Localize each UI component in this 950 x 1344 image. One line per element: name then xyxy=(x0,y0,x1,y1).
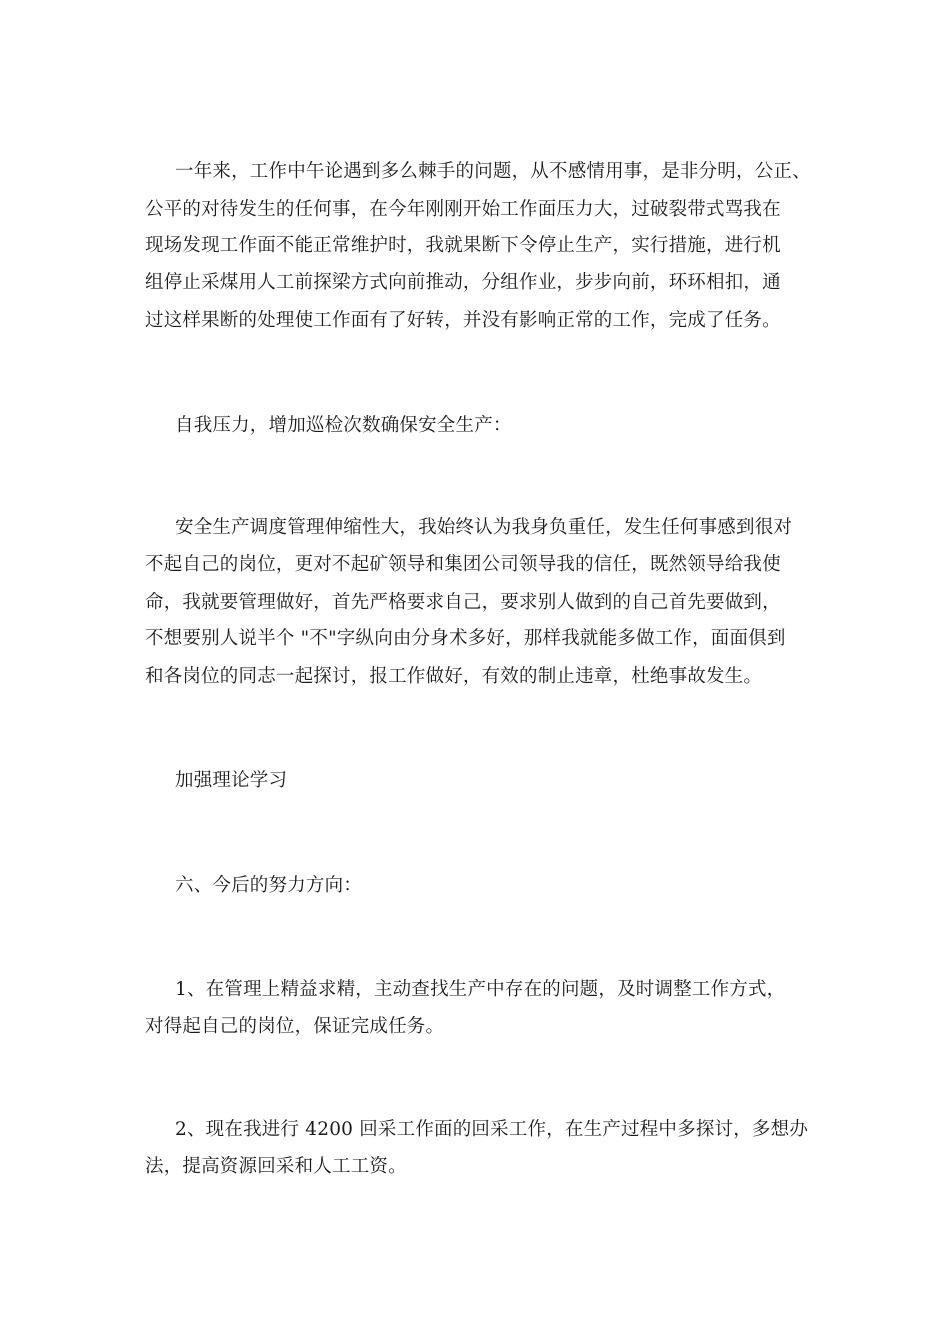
text-line: 2、现在我进行 4200 回采工作面的回采工作，在生产过程中多探讨，多想办 xyxy=(175,1119,809,1140)
text-line: 六、今后的努力方向： xyxy=(175,875,363,896)
text-line: 过这样果断的处理使工作面有了好转，并没有影响正常的工作，完成了任务。 xyxy=(145,310,781,331)
text-line: 自我压力，增加巡检次数确保安全生产： xyxy=(175,415,512,436)
text-line: 安全生产调度管理伸缩性大，我始终认为我身负重任，发生任何事感到很对 xyxy=(175,517,793,538)
text-line: 不起自己的岗位，更对不起矿领导和集团公司领导我的信任，既然领导给我使 xyxy=(145,554,781,575)
text-line: 加强理论学习 xyxy=(175,770,288,791)
text-line: 不想要别人说半个 "不"字纵向由分身术多好，那样我就能多做工作，面面俱到 xyxy=(145,628,786,649)
text-line: 现场发现工作面不能正常维护时，我就果断下令停止生产，实行措施，进行机 xyxy=(145,235,781,256)
text-line: 法，提高资源回采和人工工资。 xyxy=(145,1156,407,1177)
text-line: 1、在管理上精益求精，主动查找生产中存在的问题，及时调整工作方式， xyxy=(175,979,786,1000)
text-line: 公平的对待发生的任何事，在今年刚刚开始工作面压力大，过破裂带式骂我在 xyxy=(145,199,781,220)
text-line: 对得起自己的岗位，保证完成任务。 xyxy=(145,1016,445,1037)
text-line: 和各岗位的同志一起探讨，报工作做好，有效的制止违章，杜绝事故发生。 xyxy=(145,666,763,687)
text-line: 组停止采煤用人工前探梁方式向前推动，分组作业，步步向前，环环相扣，通 xyxy=(145,272,781,293)
text-line: 命，我就要管理做好，首先严格要求自己，要求别人做到的自己首先要做到， xyxy=(145,592,781,613)
text-line: 一年来，工作中午论遇到多么棘手的问题，从不感情用事，是非分明，公正、 xyxy=(175,161,811,182)
